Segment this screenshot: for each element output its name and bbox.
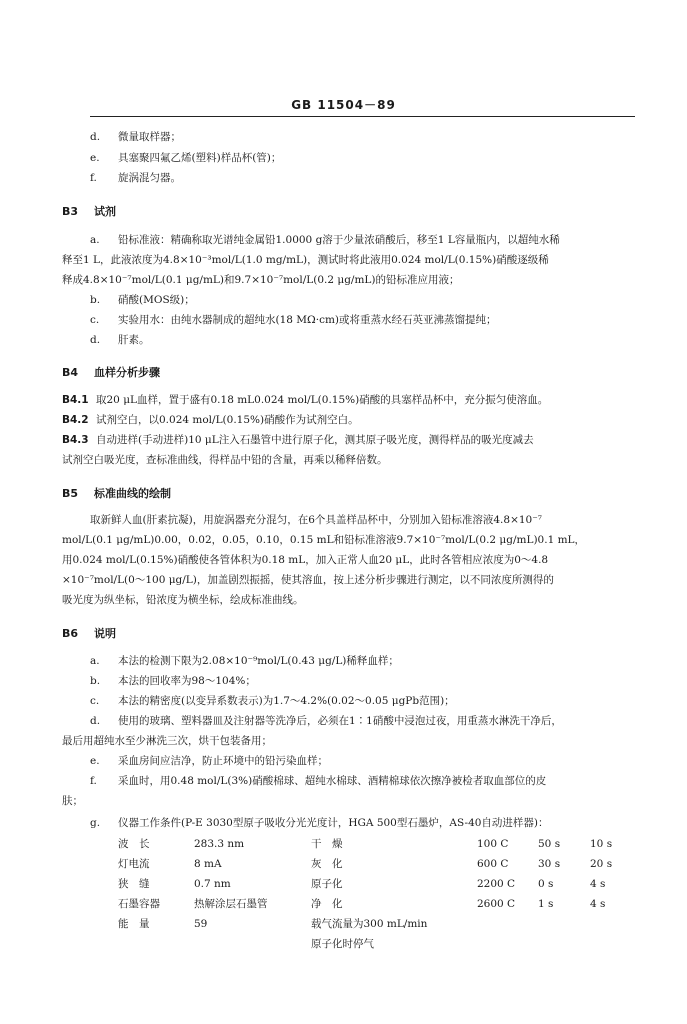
list-item [90,171,181,185]
item-mark: a. [90,655,100,667]
step-text: 试剂空白，以0.024 mol/L(0.15%)硝酸作为试剂空白。 [96,414,359,426]
step-line [62,433,534,447]
list-item [90,674,256,688]
condition-value: 8 mA [194,858,222,870]
section-title: 试剂 [94,205,116,218]
condition-value: 59 [194,918,208,930]
condition-value: 283.3 nm [194,838,245,850]
list-item [90,313,497,327]
program-temp: 100 C [477,838,509,850]
item-mark: f. [90,172,97,184]
step-line [62,413,359,427]
section-number: B4 [62,366,79,379]
paragraph-line: 释至1 L，此液浓度为4.8×10⁻³mol/L(1.0 mg/mL)，测试时将此液用0.024 mol/L(0.15%)硝酸逐级稀 [62,254,549,266]
paragraph-line: 吸光度为纵坐标，铅浓度为横坐标，绘成标准曲线。 [62,594,304,606]
step-text: 取20 μL血样，置于盛有0.18 mL0.024 mol/L(0.15%)硝酸的具塞样品杯中，充分振匀使溶血。 [96,394,549,406]
condition-value: 0.7 nm [194,878,231,890]
list-item [90,151,281,165]
condition-label: 石墨容器 [118,898,160,910]
item-mark: a. [90,234,100,246]
item-text: 具塞聚四氟乙烯(塑料)样品杯(管)； [118,152,282,164]
item-mark: b. [90,675,101,687]
list-item [90,774,546,788]
item-text: 仪器工作条件(P-E 3030型原子吸收分光光度计，HGA 500型石墨炉，AS-40自动进样器)： [118,817,549,829]
item-mark: d. [90,131,101,143]
program-ramp: 30 s [538,858,561,870]
program-hold: 4 s [590,878,606,890]
item-mark: e. [90,152,100,164]
program-ramp: 0 s [538,878,554,890]
paragraph-line: 释成4.8×10⁻⁷mol/L(0.1 μg/mL)和9.7×10⁻⁷mol/L(0.2 μg/mL)的铅标准应用液； [62,274,460,286]
item-mark: g. [90,817,101,829]
paragraph-line: ×10⁻⁷mol/L(0～100 μg/L)，加盖剧烈振摇，使其溶血，按上述分析步骤进行测定，以不同浓度所测得的 [62,574,554,586]
list-item [90,714,562,728]
item-mark: e. [90,755,100,767]
program-temp: 2600 C [477,898,516,910]
section-heading-b3 [62,203,116,219]
step-text: 自动进样(手动进样)10 μL注入石墨管中进行原子化，测其原子吸光度，测得样品的吸光度减去 [96,434,534,446]
section-number: B3 [62,205,79,218]
standard-code: GB 11504－89 [291,98,396,112]
section-heading-b4 [62,364,160,380]
program-step-label: 原子化 [311,878,343,890]
item-text: 旋涡混匀器。 [118,172,181,184]
program-ramp: 1 s [538,898,554,910]
section-heading-b5 [62,485,171,501]
condition-value: 热解涂层石墨管 [194,898,268,910]
step-line [62,393,548,407]
paragraph-line: 取新鲜人血(肝素抗凝)，用旋涡器充分混匀，在6个具盖样品杯中，分别加入铅标准溶液4.8×10⁻⁷ [90,514,542,526]
program-hold: 4 s [590,898,606,910]
item-mark: b. [90,294,101,306]
section-title: 标准曲线的绘制 [94,487,171,500]
item-mark: d. [90,334,101,346]
paragraph-line: mol/L(0.1 μg/mL)0.00，0.02，0.05，0.10，0.15 mL和铅标准溶液9.7×10⁻⁷mol/L(0.2 μg/mL)0.1 mL， [62,534,586,546]
list-item [90,654,399,668]
list-item [90,694,455,708]
program-temp: 600 C [477,858,509,870]
item-mark: c. [90,314,100,326]
program-step-label: 灰 化 [311,858,343,870]
condition-label: 狭 缝 [118,878,150,890]
item-mark: f. [90,775,97,787]
item-mark: d. [90,715,101,727]
step-number: B4.3 [62,434,89,446]
gas-stop-note: 原子化时停气 [311,938,374,950]
program-hold: 10 s [590,838,613,850]
condition-label: 灯电流 [118,858,150,870]
item-text: 采血时，用0.48 mol/L(3%)硝酸棉球、超纯水棉球、酒精棉球依次擦净被检者取血部位的皮 [118,775,547,787]
list-item [90,293,195,307]
paragraph-line: 肤； [62,795,83,807]
program-hold: 20 s [590,858,613,870]
section-title: 说明 [94,627,116,640]
list-item [90,130,181,144]
item-text: 本法的检测下限为2.08×10⁻⁹mol/L(0.43 μg/L)稀释血样； [118,655,399,667]
item-text: 实验用水：由纯水器制成的超纯水(18 MΩ·cm)或将重蒸水经石英亚沸蒸馏提纯； [118,314,497,326]
condition-label: 波 长 [118,838,150,850]
program-temp: 2200 C [477,878,516,890]
list-item [90,816,549,830]
step-number: B4.1 [62,394,89,406]
item-text: 硝酸(MOS级)； [118,294,195,306]
paragraph-line: 最后用超纯水至少淋洗三次，烘干包装备用； [62,735,272,747]
item-text: 微量取样器； [118,131,181,143]
list-item [90,333,150,347]
item-text: 肝素。 [118,334,150,346]
item-text: 使用的玻璃、塑料器皿及注射器等洗净后，必须在1∶1硝酸中浸泡过夜，用重蒸水淋洗干净后， [118,715,562,727]
section-number: B6 [62,627,79,640]
item-mark: c. [90,695,100,707]
line-text: 铅标准液：精确称取光谱纯金属铅1.0000 g溶于少量浓硝酸后，移至1 L容量瓶内，以超纯水稀 [118,234,560,246]
carrier-gas-note: 载气流量为300 mL/min [311,918,428,930]
paragraph-line: 用0.024 mol/L(0.15%)硝酸使各管体积为0.18 mL，加入正常人血20 μL，此时各管相应浓度为0～4.8 [62,554,549,566]
header-rule [90,116,635,117]
section-title: 血样分析步骤 [94,366,160,379]
item-text: 本法的精密度(以变异系数表示)为1.7～4.2%(0.02～0.05 μgPb范围)； [118,695,455,707]
paragraph-line: 试剂空白吸光度，查标准曲线，得样品中铅的含量，再乘以稀释倍数。 [62,454,388,466]
paragraph-line [90,233,560,247]
condition-label: 能 量 [118,918,150,930]
list-item [90,754,328,768]
program-ramp: 50 s [538,838,561,850]
step-number: B4.2 [62,414,89,426]
item-text: 本法的回收率为98～104%； [118,675,256,687]
program-step-label: 净 化 [311,898,343,910]
section-number: B5 [62,487,79,500]
section-heading-b6 [62,625,116,641]
program-step-label: 干 燥 [311,838,343,850]
item-text: 采血房间应洁净，防止环境中的铅污染血样； [118,755,328,767]
